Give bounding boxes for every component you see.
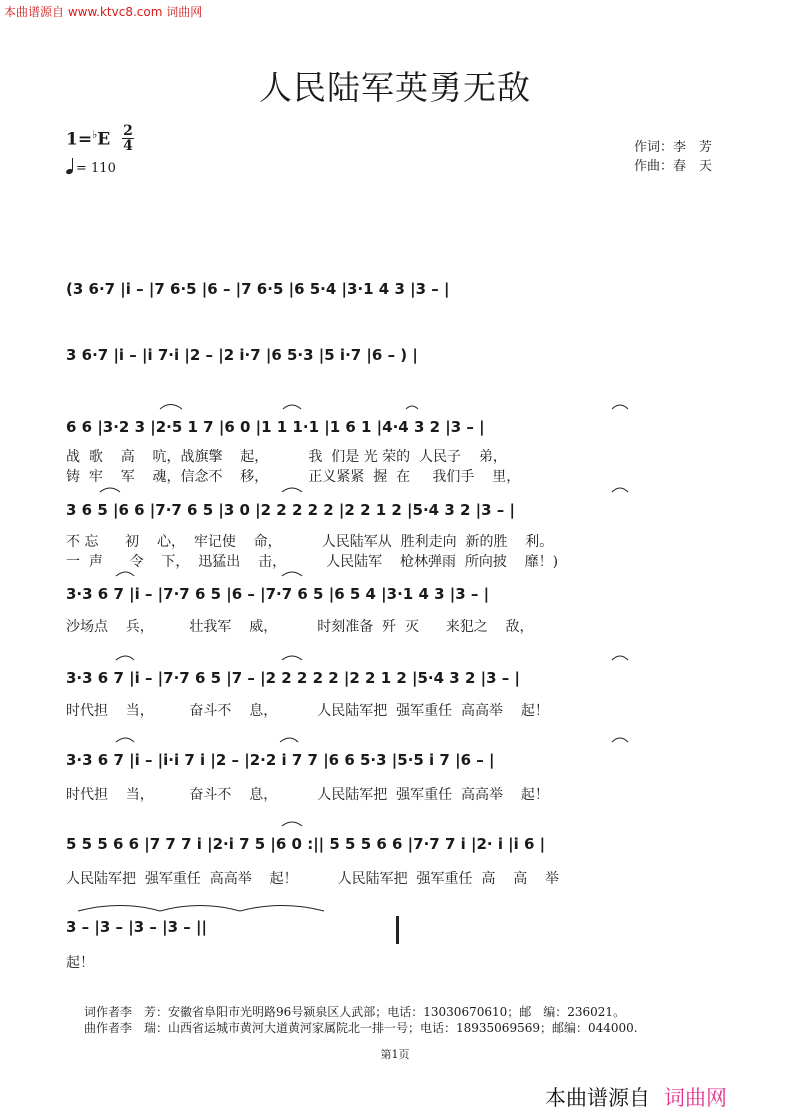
- notation-row: 3·3 6 7 |i – |7·7 6 5 |6 – |7·7 6 5 |6 5 4 |3·1 4 3 |3 – |: [66, 585, 490, 603]
- notation-row: 5 5 5 6 6 |7 7 7 i |2·i 7 5 |6 0 :|| 5 5 5 6 6 |7·7 7 i |2· i |i 6 |: [66, 835, 546, 853]
- lyric-line: 不 忘 初 心， 牢记使 命， 人民陆军从 胜利走向 新的胜 利。: [66, 534, 554, 550]
- notation-row: 6 6 |3·2 3 |2·5 1 7 |6 0 |1 1 1·1 |1 6 1 |4·4 3 2 |3 – |: [66, 418, 485, 436]
- notation-row: (3 6·7 |i – |7 6·5 |6 – |7 6·5 |6 5·4 |3·1 4 3 |3 – |: [66, 280, 450, 298]
- composer-contact: 曲作者李 瑞：山西省运城市黄河大道黄河家属院北一排一号；电话：18935069569；邮编：044000.: [84, 1021, 638, 1035]
- lyric-line: 战 歌 高 吭，战旗擎 起， 我 们是 光 荣的 人民子 弟，: [66, 449, 507, 465]
- tempo-marking: = 110: [66, 160, 116, 176]
- lyric-line: 起！: [66, 955, 94, 971]
- notation-row: 3 6 5 |6 6 |7·7 6 5 |3 0 |2 2 2 2 2 |2 2 1 2 |5·4 3 2 |3 – |: [66, 501, 515, 519]
- lyric-line: 铸 牢 军 魂，信念不 移， 正义紧紧 握 在 我们手 里，: [66, 469, 521, 485]
- notation-row: 3·3 6 7 |i – |7·7 6 5 |7 – |2 2 2 2 2 |2 2 1 2 |5·4 3 2 |3 – |: [66, 669, 520, 687]
- lyric-line: 一 声 令 下， 迅猛出 击， 人民陆军 枪林弹雨 所向披 靡！): [66, 554, 559, 570]
- bottom-watermark: 本曲谱源自 词曲网: [545, 1086, 727, 1110]
- notation-row: 3·3 6 7 |i – |i·i 7 i |2 – |2·2 i 7 7 |6 6 5·3 |5·5 i 7 |6 – |: [66, 751, 495, 769]
- lyricist-credit: 作词：李 芳: [634, 140, 713, 155]
- page-number: 第1页: [380, 1048, 410, 1061]
- notation-row: 3 – |3 – |3 – |3 – ||: [66, 918, 207, 936]
- top-watermark: 本曲谱源自 www.ktvc8.com 词曲网: [4, 5, 203, 19]
- lyric-line: 人民陆军把 强军重任 高高举 起！ 人民陆军把 强军重任 高 高 举: [66, 871, 560, 887]
- time-signature: 2 4: [123, 123, 133, 154]
- lyric-line: 时代担 当， 奋斗不 息， 人民陆军把 强军重任 高高举 起！: [66, 787, 549, 803]
- song-title: 人民陆军英勇无敌: [259, 68, 531, 107]
- final-barline: [396, 916, 399, 944]
- lyric-line: 沙场点 兵， 壮我军 威， 时刻准备 歼 灭 来犯之 敌，: [66, 619, 534, 635]
- key-signature: 1=♭E: [66, 128, 111, 150]
- lyric-line: 时代担 当， 奋斗不 息， 人民陆军把 强军重任 高高举 起！: [66, 703, 549, 719]
- lyricist-contact: 词作者李 芳：安徽省阜阳市光明路96号颍泉区人武部；电话：13030670610；邮 编：236021。: [84, 1005, 626, 1019]
- notation-row: 3 6·7 |i – |i 7·i |2 – |2 i·7 |6 5·3 |5 i·7 |6 – ) |: [66, 346, 418, 364]
- composer-credit: 作曲：春 天: [634, 159, 713, 174]
